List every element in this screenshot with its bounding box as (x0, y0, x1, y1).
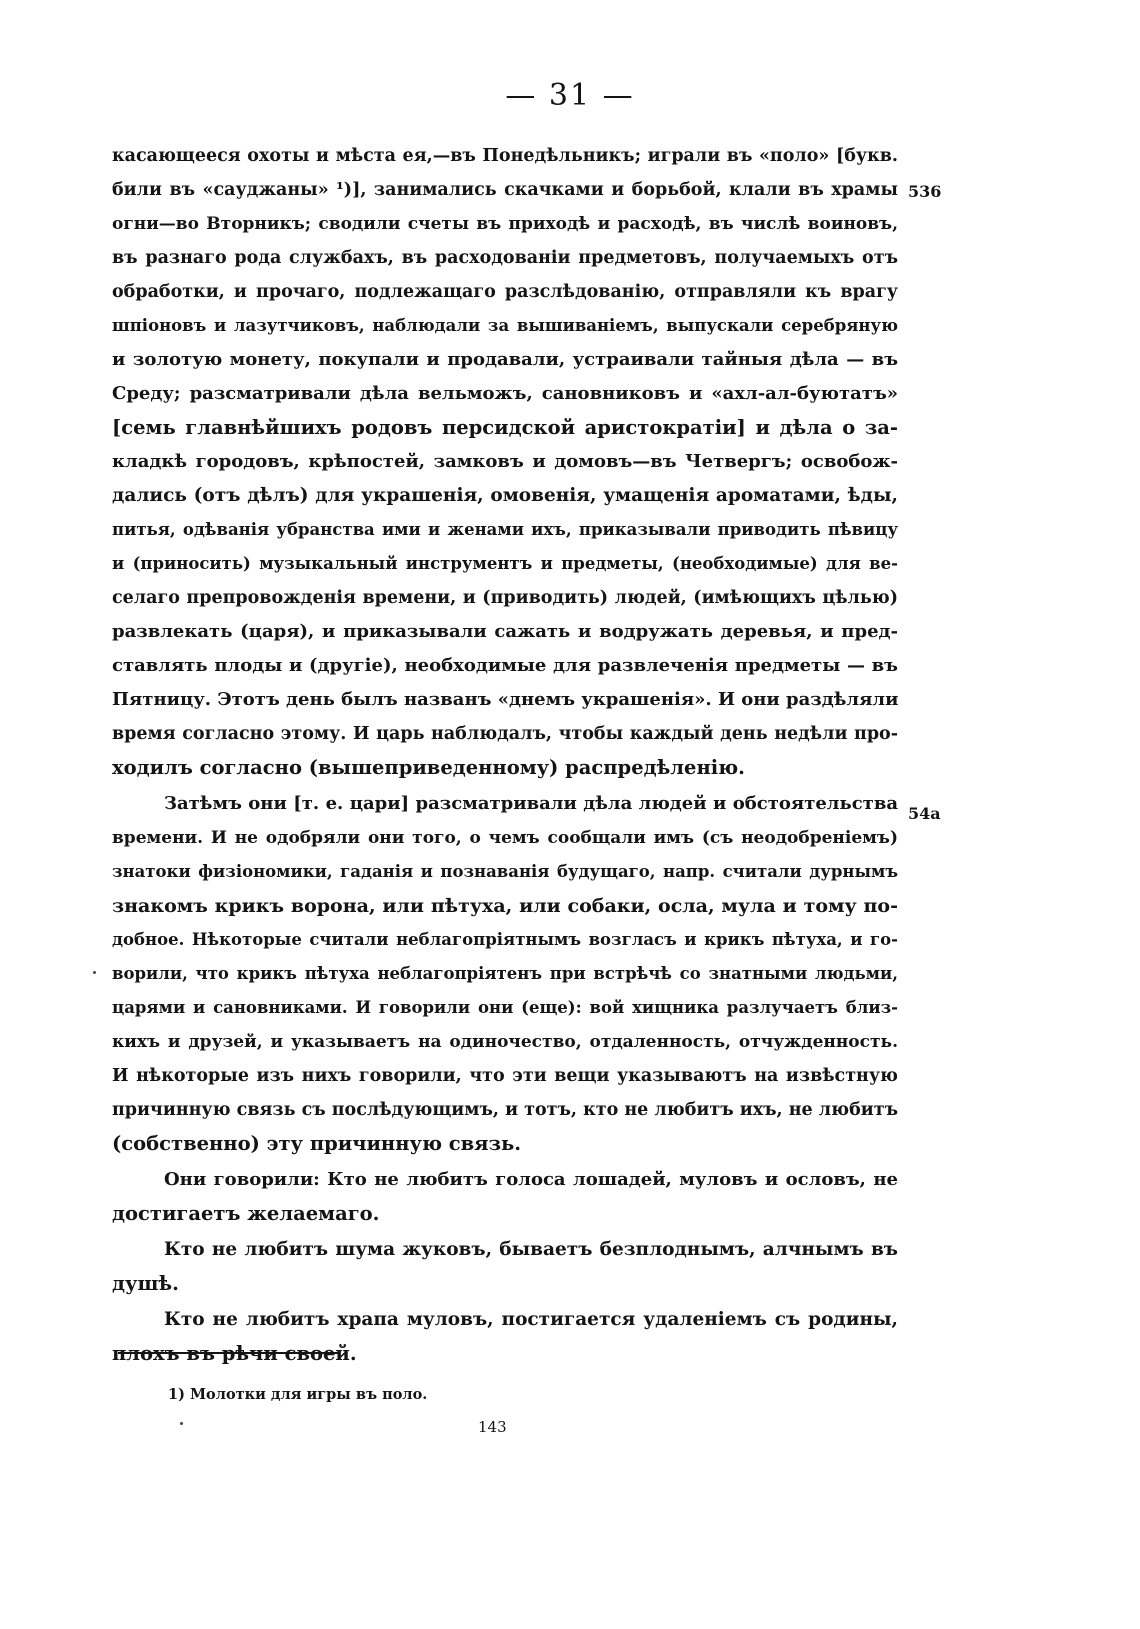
paragraph (112, 1163, 898, 1231)
text-line: касающееся охоты и мѣста ея,—въ Понедѣльникъ; играли въ «поло» [букв. (112, 146, 898, 166)
sheet-number: 143 (478, 1418, 507, 1436)
text-line: кихъ и друзей, и указываетъ на одиночество, отдаленность, отчужденность. (112, 1032, 898, 1052)
text-line: Они говорили: Кто не любитъ голоса лошадей, муловъ и ословъ, не (164, 1169, 898, 1190)
text-line: селаго препровожденія времени, и (приводить) людей, (имѣющихъ цѣлью) (112, 588, 898, 608)
main-text (112, 139, 898, 1371)
text-line: ходилъ согласно (вышеприведенному) распредѣленію. (112, 756, 745, 779)
paragraph (112, 1303, 898, 1371)
text-line: и золотую монету, покупали и продавали, устраивали тайныя дѣла — въ (112, 349, 898, 370)
text-line: шпіоновъ и лазутчиковъ, наблюдали за вышиваніемъ, выпускали серебряную (112, 316, 898, 335)
text-line: плохъ въ рѣчи своей. (112, 1342, 357, 1365)
text-line: огни—во Вторникъ; сводили счеты въ приходѣ и расходѣ, въ числѣ воиновъ, (112, 214, 898, 234)
text-line: развлекать (царя), и приказывали сажать и водружать деревья, и пред- (112, 621, 898, 642)
text-line: И нѣкоторые изъ нихъ говорили, что эти вещи указываютъ на извѣстную (112, 1066, 898, 1086)
text-line: питья, одѣванія убранства ими и женами ихъ, приказывали приводить пѣвицу (112, 520, 898, 539)
text-line: ставлять плоды и (другіе), необходимые для развлеченія предметы — въ (112, 655, 898, 676)
print-speck (93, 971, 96, 974)
text-line: Пятницу. Этотъ день былъ названъ «днемъ украшенія». И они раздѣляли (112, 689, 899, 710)
text-line: душѣ. (112, 1272, 179, 1295)
text-line: знатоки физіономики, гаданія и познаванія будущаго, напр. считали дурнымъ (112, 862, 898, 881)
text-line: достигаетъ желаемаго. (112, 1202, 380, 1225)
text-line: кладкѣ городовъ, крѣпостей, замковъ и домовъ—въ Четвергъ; освобож- (112, 451, 898, 472)
margin-note: 536 (908, 182, 942, 201)
text-line: царями и сановниками. И говорили они (еще): вой хищника разлучаетъ близ- (112, 998, 898, 1017)
page-number: — 31 — (505, 78, 635, 113)
text-line: обработки, и прочаго, подлежащаго разслѣдованію, отправляли къ врагу (112, 282, 898, 302)
text-line: дались (отъ дѣлъ) для украшенія, омовенія, умащенія ароматами, ѣды, (112, 485, 898, 506)
text-line: Кто не любитъ храпа муловъ, постигается удаленіемъ съ родины, (164, 1309, 898, 1330)
text-line: ворили, что крикъ пѣтуха неблагопріятенъ при встрѣчѣ со знатными людьми, (112, 964, 898, 983)
text-line: и (приносить) музыкальный инструментъ и предметы, (необходимые) для ве- (112, 554, 898, 573)
text-line: добное. Нѣкоторые считали неблагопріятнымъ возгласъ и крикъ пѣтуха, и го- (112, 930, 898, 949)
text-line: знакомъ крикъ ворона, или пѣтуха, или собаки, осла, мула и тому по- (112, 895, 898, 917)
text-line: время согласно этому. И царь наблюдалъ, чтобы каждый день недѣли про- (112, 724, 898, 744)
text-line: времени. И не одобряли они того, о чемъ сообщали имъ (съ неодобреніемъ) (112, 828, 898, 848)
text-line: били въ «сауджаны» ¹)], занимались скачками и борьбой, клали въ храмы (112, 180, 898, 200)
text-line: въ разнаго рода службахъ, въ расходованіи предметовъ, получаемыхъ отъ (112, 248, 898, 268)
margin-note: 54a (908, 804, 941, 823)
text-line: Затѣмъ они [т. е. цари] разсматривали дѣла людей и обстоятельства (164, 793, 898, 814)
text-line: причинную связь съ послѣдующимъ, и тотъ, кто не любитъ ихъ, не любитъ (112, 1100, 898, 1120)
text-line: (собственно) эту причинную связь. (112, 1132, 522, 1155)
footnote: 1) Молотки для игры въ поло. (168, 1386, 428, 1403)
paragraph (112, 787, 898, 1161)
paragraph (112, 139, 898, 785)
text-line: [семь главнѣйшихъ родовъ персидской аристократіи] и дѣла о за- (112, 416, 898, 439)
footnote-rule (118, 1352, 340, 1354)
text-line: Среду; разсматривали дѣла вельможъ, сановниковъ и «ахл-ал-буютатъ» (112, 383, 898, 404)
print-speck (180, 1422, 183, 1425)
paragraph (112, 1233, 898, 1301)
text-line: Кто не любитъ шума жуковъ, бываетъ безплоднымъ, алчнымъ въ (164, 1239, 898, 1260)
